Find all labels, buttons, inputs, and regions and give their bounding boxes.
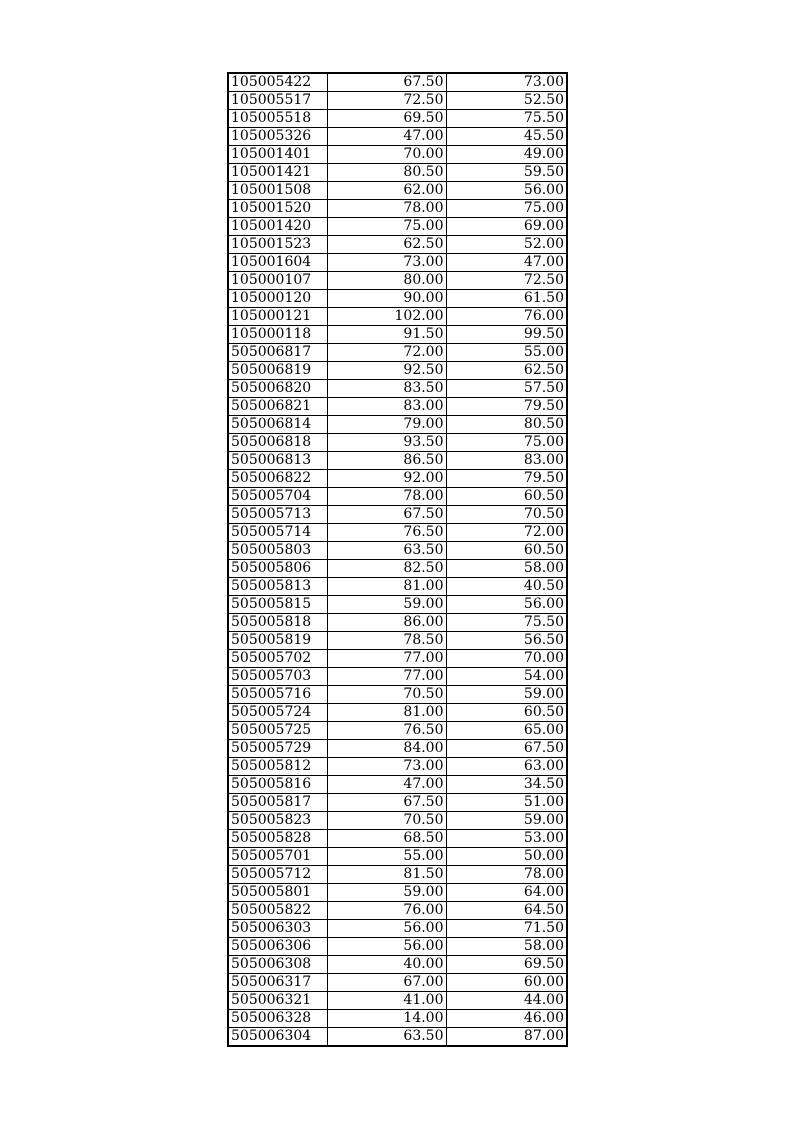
id-cell: 105001420 [228, 218, 327, 236]
table-row [228, 668, 567, 686]
score2-cell: 60.00 [446, 974, 567, 992]
score1-cell: 83.00 [327, 398, 446, 416]
id-cell: 505006308 [228, 956, 327, 974]
score1-cell: 73.00 [327, 758, 446, 776]
table-row [228, 434, 567, 452]
score-table-body [228, 73, 567, 1046]
table-row [228, 1028, 567, 1047]
score1-cell: 67.00 [327, 974, 446, 992]
table-row [228, 614, 567, 632]
score2-cell: 44.00 [446, 992, 567, 1010]
id-cell: 505005701 [228, 848, 327, 866]
score1-cell: 62.50 [327, 236, 446, 254]
score2-cell: 83.00 [446, 452, 567, 470]
score2-cell: 60.50 [446, 542, 567, 560]
score1-cell: 86.00 [327, 614, 446, 632]
score2-cell: 60.50 [446, 704, 567, 722]
table-row [228, 722, 567, 740]
table-row [228, 956, 567, 974]
score2-cell: 52.00 [446, 236, 567, 254]
table-row [228, 164, 567, 182]
score2-cell: 69.50 [446, 956, 567, 974]
table-row [228, 938, 567, 956]
score2-cell: 62.50 [446, 362, 567, 380]
score2-cell: 45.50 [446, 128, 567, 146]
id-cell: 505006304 [228, 1028, 327, 1047]
score2-cell: 58.00 [446, 560, 567, 578]
id-cell: 505005806 [228, 560, 327, 578]
score2-cell: 70.50 [446, 506, 567, 524]
id-cell: 105005422 [228, 73, 327, 92]
table-row [228, 650, 567, 668]
table-row [228, 416, 567, 434]
score1-cell: 69.50 [327, 110, 446, 128]
id-cell: 105001508 [228, 182, 327, 200]
table-row [228, 812, 567, 830]
score1-cell: 84.00 [327, 740, 446, 758]
table-row [228, 758, 567, 776]
score1-cell: 72.00 [327, 344, 446, 362]
table-row [228, 200, 567, 218]
score2-cell: 76.00 [446, 308, 567, 326]
table-row [228, 596, 567, 614]
score2-cell: 70.00 [446, 650, 567, 668]
score1-cell: 73.00 [327, 254, 446, 272]
table-row [228, 506, 567, 524]
table-row [228, 848, 567, 866]
table-row [228, 290, 567, 308]
id-cell: 505006820 [228, 380, 327, 398]
id-cell: 505005823 [228, 812, 327, 830]
id-cell: 105000120 [228, 290, 327, 308]
score1-cell: 70.50 [327, 812, 446, 830]
score1-cell: 76.50 [327, 524, 446, 542]
id-cell: 505005724 [228, 704, 327, 722]
id-cell: 505005716 [228, 686, 327, 704]
id-cell: 505005801 [228, 884, 327, 902]
table-row [228, 488, 567, 506]
table-row [228, 1010, 567, 1028]
id-cell: 505006321 [228, 992, 327, 1010]
id-cell: 505006818 [228, 434, 327, 452]
score1-cell: 78.50 [327, 632, 446, 650]
id-cell: 505005813 [228, 578, 327, 596]
id-cell: 505005729 [228, 740, 327, 758]
table-row [228, 73, 567, 92]
score2-cell: 59.00 [446, 686, 567, 704]
score1-cell: 82.50 [327, 560, 446, 578]
table-row [228, 542, 567, 560]
score1-cell: 92.00 [327, 470, 446, 488]
score1-cell: 81.50 [327, 866, 446, 884]
score1-cell: 63.50 [327, 1028, 446, 1047]
score1-cell: 72.50 [327, 92, 446, 110]
table-row [228, 974, 567, 992]
score1-cell: 59.00 [327, 596, 446, 614]
table-row [228, 686, 567, 704]
score2-cell: 59.50 [446, 164, 567, 182]
table-row [228, 470, 567, 488]
score1-cell: 77.00 [327, 668, 446, 686]
score2-cell: 75.50 [446, 614, 567, 632]
id-cell: 105001604 [228, 254, 327, 272]
score1-cell: 63.50 [327, 542, 446, 560]
score2-cell: 73.00 [446, 73, 567, 92]
table-row [228, 794, 567, 812]
score2-cell: 79.50 [446, 470, 567, 488]
id-cell: 505005704 [228, 488, 327, 506]
score1-cell: 90.00 [327, 290, 446, 308]
id-cell: 505005822 [228, 902, 327, 920]
id-cell: 105000118 [228, 326, 327, 344]
table-row [228, 272, 567, 290]
table-row [228, 830, 567, 848]
score2-cell: 57.50 [446, 380, 567, 398]
table-row [228, 884, 567, 902]
table-row [228, 254, 567, 272]
score1-cell: 67.50 [327, 506, 446, 524]
score2-cell: 59.00 [446, 812, 567, 830]
score2-cell: 50.00 [446, 848, 567, 866]
id-cell: 105000121 [228, 308, 327, 326]
id-cell: 505006819 [228, 362, 327, 380]
score2-cell: 52.50 [446, 92, 567, 110]
score2-cell: 80.50 [446, 416, 567, 434]
id-cell: 505005819 [228, 632, 327, 650]
id-cell: 105001520 [228, 200, 327, 218]
id-cell: 105005326 [228, 128, 327, 146]
score2-cell: 47.00 [446, 254, 567, 272]
score2-cell: 60.50 [446, 488, 567, 506]
id-cell: 505006328 [228, 1010, 327, 1028]
score1-cell: 67.50 [327, 73, 446, 92]
table-row [228, 992, 567, 1010]
score1-cell: 78.00 [327, 200, 446, 218]
score2-cell: 63.00 [446, 758, 567, 776]
id-cell: 505005812 [228, 758, 327, 776]
id-cell: 505006821 [228, 398, 327, 416]
score1-cell: 41.00 [327, 992, 446, 1010]
score1-cell: 67.50 [327, 794, 446, 812]
score1-cell: 81.00 [327, 704, 446, 722]
table-row [228, 362, 567, 380]
id-cell: 505005815 [228, 596, 327, 614]
id-cell: 505005712 [228, 866, 327, 884]
score2-cell: 56.50 [446, 632, 567, 650]
id-cell: 505006317 [228, 974, 327, 992]
score2-cell: 67.50 [446, 740, 567, 758]
table-row [228, 182, 567, 200]
score2-cell: 64.00 [446, 884, 567, 902]
score1-cell: 79.00 [327, 416, 446, 434]
table-row [228, 740, 567, 758]
score2-cell: 64.50 [446, 902, 567, 920]
id-cell: 105000107 [228, 272, 327, 290]
score1-cell: 91.50 [327, 326, 446, 344]
score2-cell: 72.50 [446, 272, 567, 290]
table-row [228, 920, 567, 938]
id-cell: 505005714 [228, 524, 327, 542]
table-row [228, 866, 567, 884]
score2-cell: 69.00 [446, 218, 567, 236]
id-cell: 505005818 [228, 614, 327, 632]
id-cell: 105001523 [228, 236, 327, 254]
table-row [228, 398, 567, 416]
id-cell: 505005817 [228, 794, 327, 812]
score2-cell: 51.00 [446, 794, 567, 812]
score1-cell: 47.00 [327, 128, 446, 146]
table-row [228, 236, 567, 254]
score2-cell: 71.50 [446, 920, 567, 938]
score1-cell: 59.00 [327, 884, 446, 902]
table-row [228, 344, 567, 362]
id-cell: 505005828 [228, 830, 327, 848]
id-cell: 105005518 [228, 110, 327, 128]
score2-cell: 40.50 [446, 578, 567, 596]
table-row [228, 524, 567, 542]
id-cell: 105001421 [228, 164, 327, 182]
score1-cell: 62.00 [327, 182, 446, 200]
id-cell: 505006303 [228, 920, 327, 938]
score1-cell: 80.00 [327, 272, 446, 290]
id-cell: 505006306 [228, 938, 327, 956]
score2-cell: 56.00 [446, 596, 567, 614]
table-row [228, 110, 567, 128]
score1-cell: 56.00 [327, 920, 446, 938]
score1-cell: 92.50 [327, 362, 446, 380]
score2-cell: 72.00 [446, 524, 567, 542]
score1-cell: 40.00 [327, 956, 446, 974]
table-row [228, 380, 567, 398]
id-cell: 505005803 [228, 542, 327, 560]
score2-cell: 87.00 [446, 1028, 567, 1047]
score2-cell: 58.00 [446, 938, 567, 956]
score2-cell: 56.00 [446, 182, 567, 200]
score1-cell: 76.50 [327, 722, 446, 740]
score2-cell: 79.50 [446, 398, 567, 416]
id-cell: 505005816 [228, 776, 327, 794]
score1-cell: 47.00 [327, 776, 446, 794]
score1-cell: 102.00 [327, 308, 446, 326]
score2-cell: 75.00 [446, 434, 567, 452]
id-cell: 505005703 [228, 668, 327, 686]
score1-cell: 55.00 [327, 848, 446, 866]
id-cell: 505006817 [228, 344, 327, 362]
score2-cell: 46.00 [446, 1010, 567, 1028]
score1-cell: 14.00 [327, 1010, 446, 1028]
score1-cell: 56.00 [327, 938, 446, 956]
score2-cell: 49.00 [446, 146, 567, 164]
score1-cell: 70.50 [327, 686, 446, 704]
score1-cell: 78.00 [327, 488, 446, 506]
table-row [228, 578, 567, 596]
score2-cell: 53.00 [446, 830, 567, 848]
score1-cell: 70.00 [327, 146, 446, 164]
table-row [228, 560, 567, 578]
score2-cell: 61.50 [446, 290, 567, 308]
score2-cell: 75.50 [446, 110, 567, 128]
score1-cell: 77.00 [327, 650, 446, 668]
id-cell: 105005517 [228, 92, 327, 110]
table-row [228, 704, 567, 722]
score1-cell: 80.50 [327, 164, 446, 182]
score2-cell: 55.00 [446, 344, 567, 362]
table-row [228, 218, 567, 236]
score2-cell: 34.50 [446, 776, 567, 794]
table-row [228, 308, 567, 326]
score-table [227, 72, 568, 1047]
id-cell: 505005725 [228, 722, 327, 740]
score1-cell: 68.50 [327, 830, 446, 848]
table-row [228, 632, 567, 650]
score2-cell: 54.00 [446, 668, 567, 686]
id-cell: 505006813 [228, 452, 327, 470]
table-row [228, 776, 567, 794]
score2-cell: 75.00 [446, 200, 567, 218]
score1-cell: 75.00 [327, 218, 446, 236]
score2-cell: 99.50 [446, 326, 567, 344]
score1-cell: 76.00 [327, 902, 446, 920]
table-row [228, 326, 567, 344]
table-row [228, 452, 567, 470]
id-cell: 505005702 [228, 650, 327, 668]
table-row [228, 902, 567, 920]
id-cell: 505006822 [228, 470, 327, 488]
score1-cell: 93.50 [327, 434, 446, 452]
score1-cell: 83.50 [327, 380, 446, 398]
id-cell: 505006814 [228, 416, 327, 434]
table-row [228, 146, 567, 164]
id-cell: 505005713 [228, 506, 327, 524]
table-row [228, 92, 567, 110]
table-row [228, 128, 567, 146]
id-cell: 105001401 [228, 146, 327, 164]
score1-cell: 86.50 [327, 452, 446, 470]
score1-cell: 81.00 [327, 578, 446, 596]
score2-cell: 78.00 [446, 866, 567, 884]
score2-cell: 65.00 [446, 722, 567, 740]
